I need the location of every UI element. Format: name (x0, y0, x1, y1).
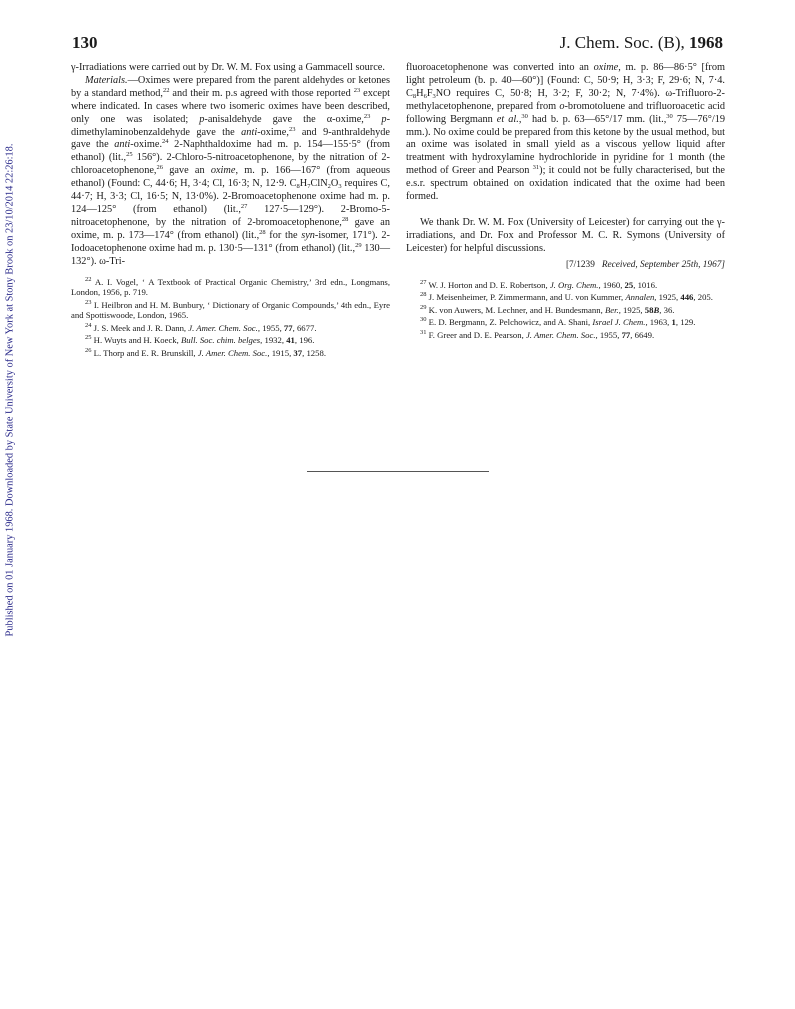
footnote-23: $^{23}$ I. Heilbron and H. M. Bunbury, ‘ Dictionary of Organic Compounds,’ 4th edn., Eyre and Spottiswoode, London, 1965. (71, 298, 390, 321)
manuscript-ref: [7/1239 (565, 259, 595, 270)
journal-year: 1968 (689, 33, 723, 52)
footnotes-left (71, 277, 390, 359)
ref-23: 23 (353, 86, 361, 94)
materials-paragraph: Materials.—Oximes were prepared from the parent aldehydes or ketones by a standard method,$^{22}$ and their m. p.s agreed with those reported $^{23}$ except where indicated. In cases where two isomeric oximes have been described, only one was isolated; p-anisaldehyde gave the α-oxime,$^{23}$ p-dimethylaminobenzaldehyde gave the anti-oxime,$^{23}$ and 9-anthraldehyde gave the anti-oxime.$^{24}$ 2-Naphthaldoxime had m. p. 154—155·5° (from ethanol) (lit.,$^{25}$ 156°). 2-Chloro-5-nitroacetophenone, by the nitration of 2-chloroacetophenone,$^{26}$ gave an oxime, m. p. 166—167° (from aqueous ethanol) (Found: C, 44·6; H, 3·4; Cl, 16·3; N, 12·9. $C_8H_7ClN_2O_3$ requires C, 44·7; H, 3·3; Cl, 16·5; N, 13·0%). 2-Bromoacetophenone oxime had m. p. 124—125° (from ethanol) (lit.,$^{27}$ 127·5—129°). 2-Bromo-5-nitroacetophenone, by the nitration of 2-bromoacetophenone,$^{28}$ gave an oxime, m. p. 173—174° (from ethanol) (lit.,$^{28}$ for the syn-isomer, 171°). 2-Iodoacetophenone oxime had m. p. 130·5—131° (from ethanol) (lit.,$^{29}$ 130—132°). ω-Tri- (71, 74, 391, 267)
trifluoro-paragraph: fluoroacetophenone was converted into an oxime, m. p. 86—86·5° [from light petroleum (b. p. 40—60°)] (Found: C, 50·9; H, 3·3; F, 29·6; N, 7·4. $C_8H_6F_3NO$ requires C, 50·8; H, 3·2; F, 30·2; N, 7·4%). ω-Trifluoro-2-methylacetophenone, prepared from o-bromotoluene and trifluoroacetic acid following Bergmann et al.,$^{30}$ had b. p. 63—65°/17 mm. (lit.,$^{30}$ 75—76°/19 mm.). No oxime could be prepared from this ketone by the usual method, but an oxime was isolated in small yield as a viscous yellow liquid after treatment with hydroxylamine hydrochloride in pyridine for 1 month (the method of Greer and Pearson $^{31}$); it could not be fully characterised, but the e.s.r. spectrum obtained on oxidation indicated that the oxime had been formed. (406, 62, 725, 203)
download-watermark (2, 120, 18, 660)
ref-29: 29 (355, 241, 362, 249)
ref-23: 23 (363, 112, 371, 120)
left-column (71, 62, 390, 361)
ref-31: 31 (532, 164, 540, 172)
footnote-22: $^{22}$ A. I. Vogel, ‘ A Textbook of Practical Organic Chemistry,’ 3rd edn., Longmans, London, 1956, p. 719. (71, 275, 390, 298)
footnote-25: $^{25}$ H. Wuyts and H. Koeck, Bull. Soc. chim. belges, 1932, 41, 196. (85, 334, 315, 346)
footnote-28: $^{28}$ J. Meisenheimer, P. Zimmermann, and U. von Kummer, Annalen, 1925, 446, 205. (420, 291, 713, 303)
footnote-26: $^{26}$ L. Thorp and E. R. Brunskill, J. Amer. Chem. Soc., 1915, 37, 1258. (85, 347, 326, 359)
ref-28: 28 (341, 215, 349, 223)
ref-24: 24 (162, 138, 169, 146)
acknowledgement-paragraph: We thank Dr. W. M. Fox (University of Leicester) for carrying out the γ-irradiations, and Dr. Fox and Professor M. C. R. Symons (University of Leicester) for helpful discussions. (406, 216, 725, 254)
ref-30: 30 (666, 112, 673, 120)
ref-30: 30 (521, 112, 528, 120)
footnote-27: $^{27}$ W. J. Horton and D. E. Robertson, J. Org. Chem., 1960, 25, 1016. (420, 278, 658, 290)
page-number: 130 (72, 33, 98, 52)
ref-27: 27 (240, 202, 248, 210)
footnote-30: $^{30}$ E. D. Bergmann, Z. Pelchowicz, and A. Shani, Israel J. Chem., 1963, 1, 129. (420, 316, 696, 328)
journal-name: J. Chem. Soc. (B), (559, 33, 685, 52)
ref-22: 22 (163, 86, 170, 94)
received-line (406, 259, 725, 272)
ref-23: 23 (288, 125, 296, 133)
right-column (406, 62, 725, 343)
footnote-24: $^{24}$ J. S. Meek and J. R. Dann, J. Amer. Chem. Soc., 1955, 77, 6677. (85, 321, 317, 333)
footnote-31: $^{31}$ F. Greer and D. E. Pearson, J. Amer. Chem. Soc., 1955, 77, 6649. (420, 328, 655, 340)
footnote-29: $^{29}$ K. von Auwers, M. Lechner, and H. Bundesmann, Ber., 1925, 58B, 36. (420, 303, 675, 315)
ref-28: 28 (259, 228, 266, 236)
end-rule (307, 471, 489, 472)
ref-26: 26 (156, 164, 163, 172)
footnotes-right (406, 280, 725, 341)
gamma-irradiation-paragraph: γ-Irradiations were carried out by Dr. W. M. Fox using a Gammacell source. (71, 62, 385, 73)
ref-25: 25 (126, 151, 133, 159)
journal-header (560, 33, 723, 53)
materials-heading: Materials. (85, 74, 128, 86)
download-note-text: Published on 01 January 1968. Downloaded by State University of New York at Stony Brook on 23/10/2014 22:26:18. (4, 143, 16, 637)
received-date: Received, September 25th, 1967] (601, 259, 725, 270)
